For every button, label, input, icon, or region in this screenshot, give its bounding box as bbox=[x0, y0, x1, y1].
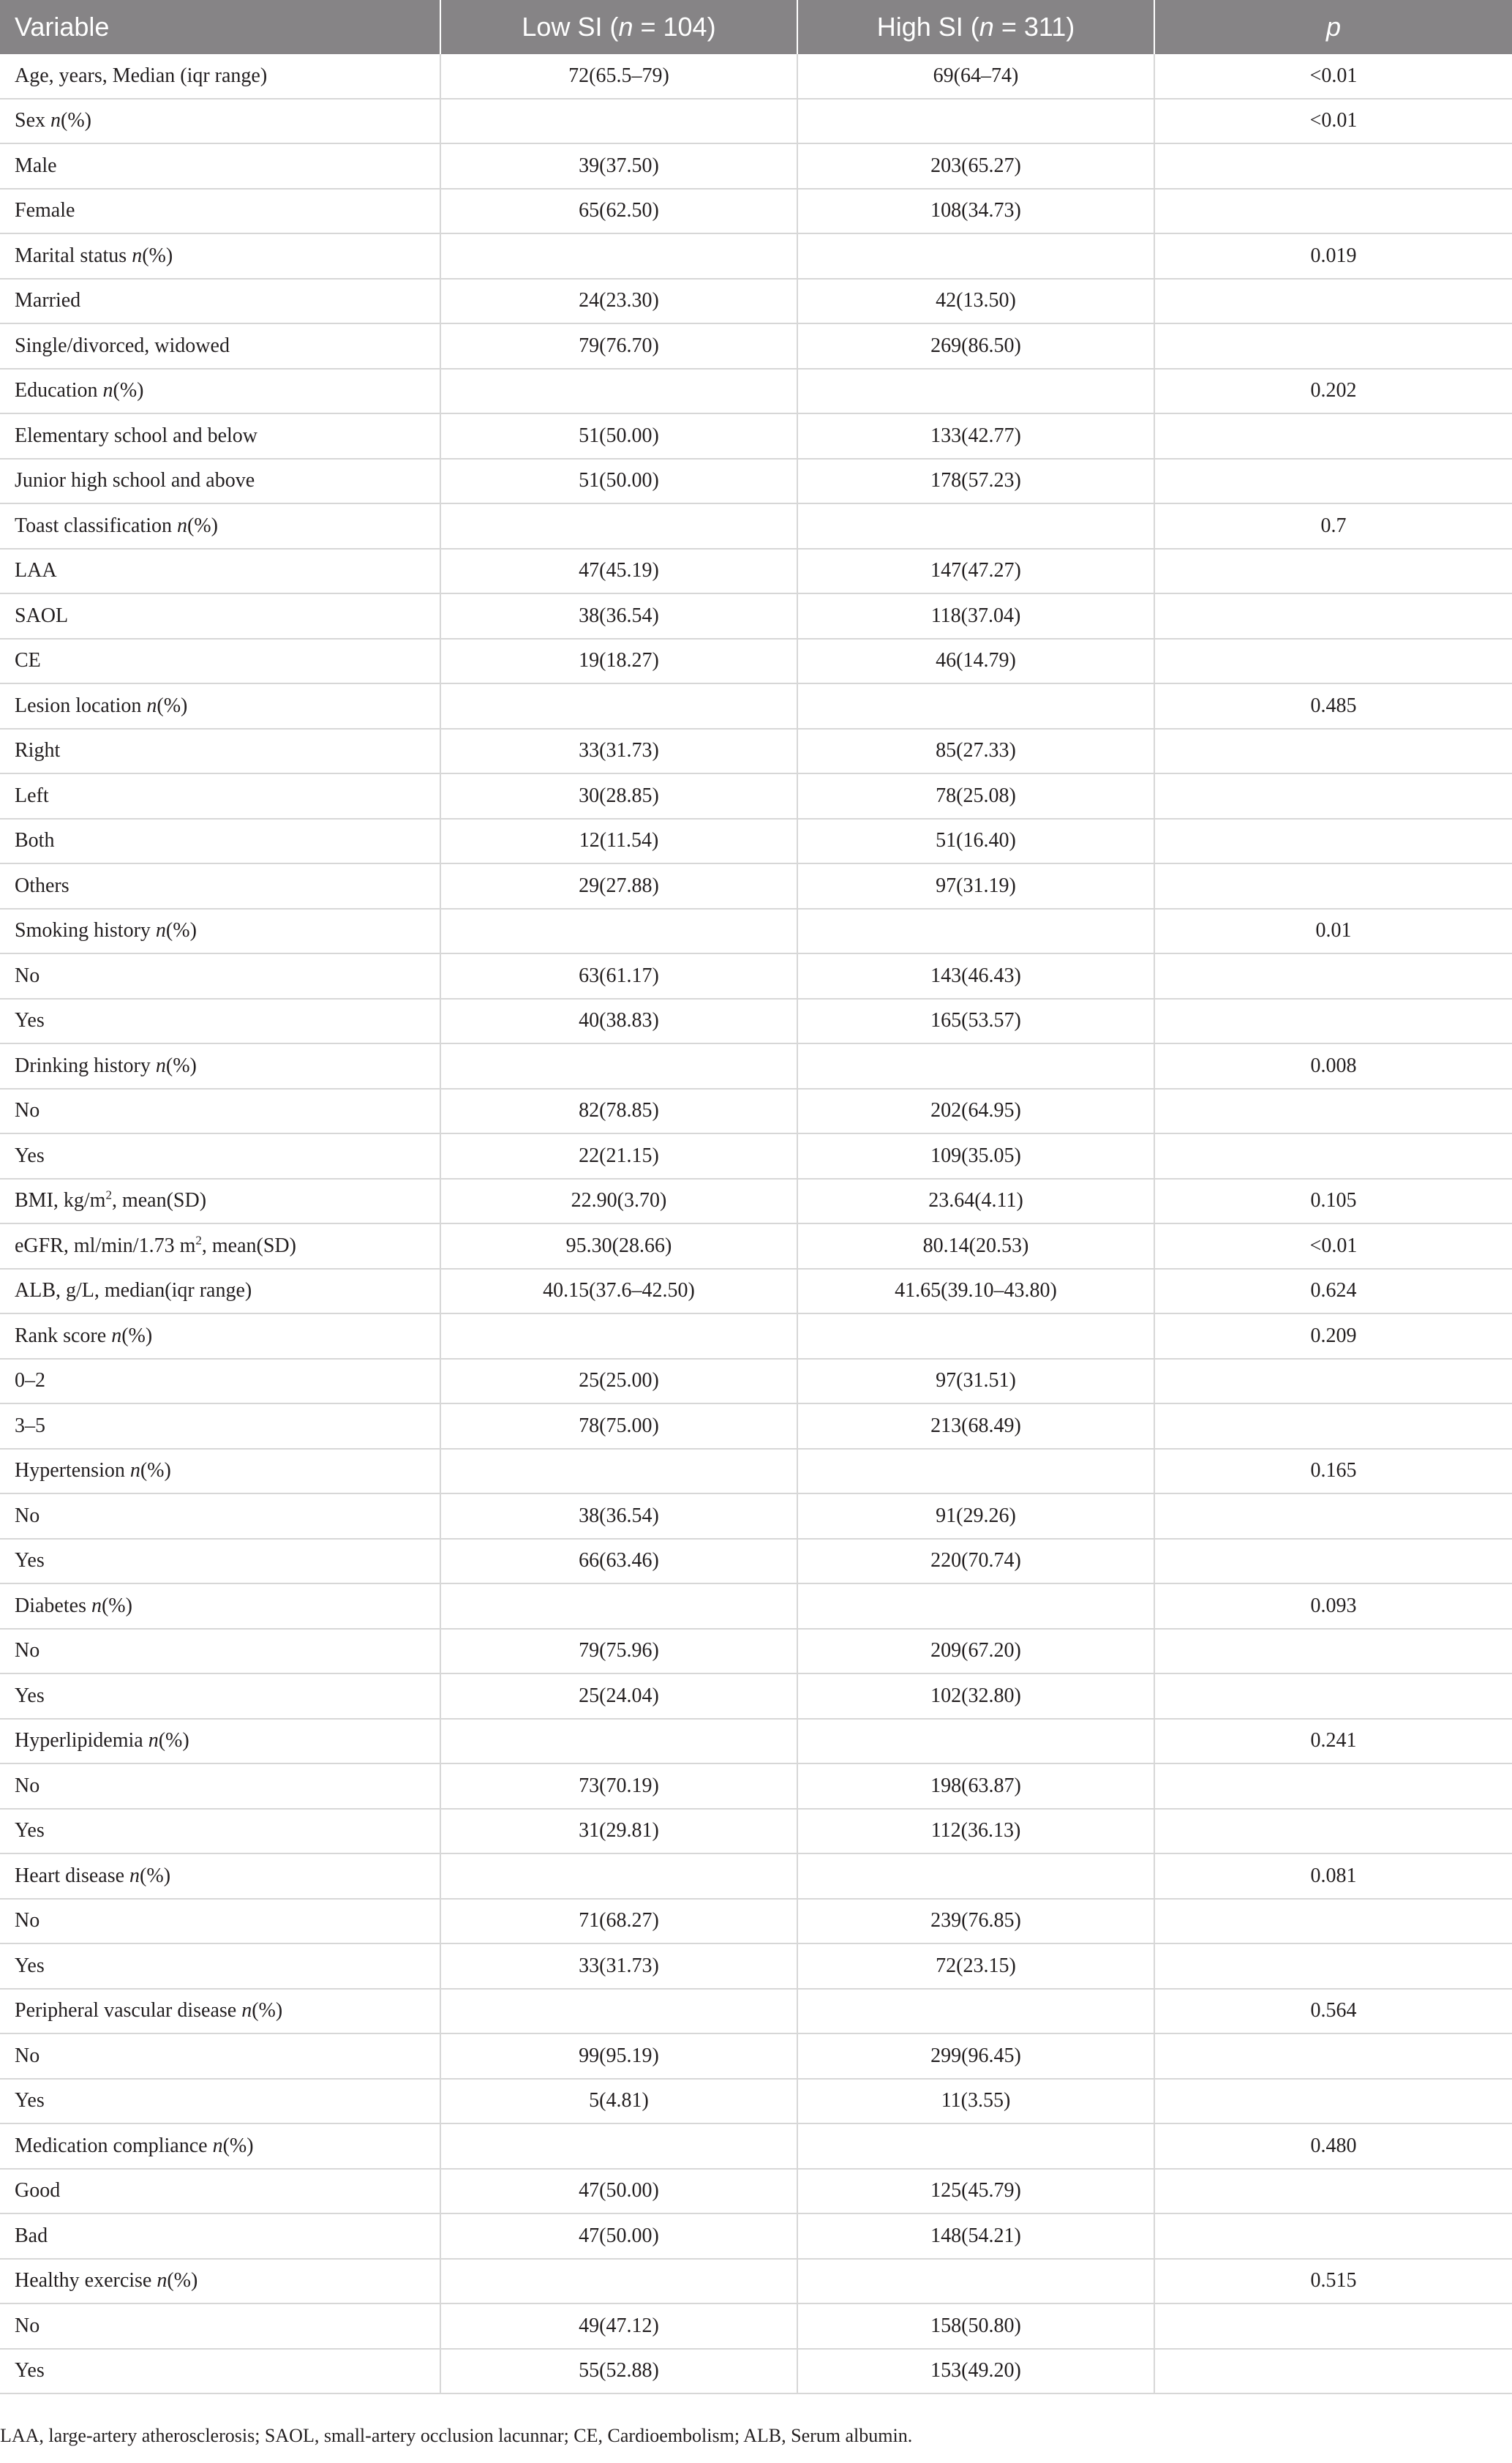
cell-low-si: 82(78.85) bbox=[440, 1089, 797, 1134]
cell-p-value bbox=[1154, 1673, 1512, 1719]
cell-p-value: 0.008 bbox=[1154, 1043, 1512, 1089]
cell-p-value: 0.241 bbox=[1154, 1719, 1512, 1764]
cell-low-si: 51(50.00) bbox=[440, 413, 797, 459]
cell-p-value bbox=[1154, 593, 1512, 639]
cell-high-si: 23.64(4.11) bbox=[797, 1179, 1154, 1224]
cell-p-value bbox=[1154, 1359, 1512, 1404]
cell-variable: Diabetes n(%) bbox=[0, 1583, 440, 1629]
cell-variable: Healthy exercise n(%) bbox=[0, 2259, 440, 2304]
cell-variable: Sex n(%) bbox=[0, 99, 440, 144]
cell-high-si: 239(76.85) bbox=[797, 1899, 1154, 1944]
table-row bbox=[0, 503, 1512, 549]
cell-low-si: 47(50.00) bbox=[440, 2169, 797, 2214]
cell-variable: Smoking history n(%) bbox=[0, 909, 440, 954]
cell-variable: No bbox=[0, 2303, 440, 2349]
cell-high-si: 269(86.50) bbox=[797, 323, 1154, 369]
cell-high-si bbox=[797, 1449, 1154, 1494]
table-row bbox=[0, 1089, 1512, 1134]
cell-variable: BMI, $kg/m^2$, mean(SD) bbox=[0, 1179, 440, 1224]
cell-variable: 0–2 bbox=[0, 1359, 440, 1404]
table-row bbox=[0, 1853, 1512, 1899]
cell-low-si bbox=[440, 909, 797, 954]
cell-variable: Bad bbox=[0, 2213, 440, 2259]
cell-high-si bbox=[797, 683, 1154, 729]
cell-high-si bbox=[797, 909, 1154, 954]
cell-p-value: 0.019 bbox=[1154, 233, 1512, 279]
cell-low-si: 73(70.19) bbox=[440, 1763, 797, 1809]
cell-high-si: 209(67.20) bbox=[797, 1629, 1154, 1674]
cell-high-si: 125(45.79) bbox=[797, 2169, 1154, 2214]
italic-n-symbol: n bbox=[91, 1594, 102, 1617]
cell-low-si bbox=[440, 1043, 797, 1089]
italic-n-symbol: n bbox=[50, 109, 61, 132]
table-row bbox=[0, 2033, 1512, 2079]
cell-low-si: 63(61.17) bbox=[440, 953, 797, 999]
cell-variable: Junior high school and above bbox=[0, 459, 440, 504]
cell-low-si bbox=[440, 1313, 797, 1359]
cell-p-value: 0.7 bbox=[1154, 503, 1512, 549]
table-row bbox=[0, 1539, 1512, 1584]
cell-p-value: 0.480 bbox=[1154, 2123, 1512, 2169]
cell-low-si bbox=[440, 1853, 797, 1899]
cell-low-si: 71(68.27) bbox=[440, 1899, 797, 1944]
cell-low-si: 29(27.88) bbox=[440, 863, 797, 909]
cell-low-si: 49(47.12) bbox=[440, 2303, 797, 2349]
cell-p-value bbox=[1154, 729, 1512, 774]
cell-variable: Others bbox=[0, 863, 440, 909]
table-row bbox=[0, 639, 1512, 684]
cell-high-si: 112(36.13) bbox=[797, 1809, 1154, 1854]
cell-variable: Education n(%) bbox=[0, 369, 440, 414]
table-row bbox=[0, 1269, 1512, 1314]
table-row bbox=[0, 2169, 1512, 2214]
table-row bbox=[0, 413, 1512, 459]
cell-variable: Elementary school and below bbox=[0, 413, 440, 459]
italic-n-symbol: n bbox=[155, 919, 166, 942]
cell-variable: Married bbox=[0, 279, 440, 324]
cell-high-si bbox=[797, 2259, 1154, 2304]
cell-variable: Yes bbox=[0, 999, 440, 1044]
cell-p-value: <0.01 bbox=[1154, 54, 1512, 99]
cell-p-value bbox=[1154, 279, 1512, 324]
italic-n-symbol: n bbox=[132, 244, 143, 267]
cell-variable: No bbox=[0, 1763, 440, 1809]
cell-high-si: 80.14(20.53) bbox=[797, 1223, 1154, 1269]
cell-variable: Yes bbox=[0, 1539, 440, 1584]
cell-p-value bbox=[1154, 953, 1512, 999]
cell-low-si bbox=[440, 2123, 797, 2169]
cell-p-value bbox=[1154, 1403, 1512, 1449]
table-row bbox=[0, 1043, 1512, 1089]
cell-variable: No bbox=[0, 1629, 440, 1674]
cell-high-si: 147(47.27) bbox=[797, 549, 1154, 594]
cell-low-si: 12(11.54) bbox=[440, 819, 797, 864]
cell-p-value: 0.624 bbox=[1154, 1269, 1512, 1314]
italic-n-symbol: n bbox=[241, 1999, 252, 2022]
table-row bbox=[0, 2349, 1512, 2394]
cell-variable: Single/divorced, widowed bbox=[0, 323, 440, 369]
cell-low-si: 79(75.96) bbox=[440, 1629, 797, 1674]
cell-variable: Peripheral vascular disease n(%) bbox=[0, 1989, 440, 2034]
cell-p-value bbox=[1154, 1539, 1512, 1584]
cell-high-si: 85(27.33) bbox=[797, 729, 1154, 774]
italic-n-symbol: n bbox=[155, 1054, 166, 1077]
cell-p-value bbox=[1154, 2349, 1512, 2394]
cell-low-si: 78(75.00) bbox=[440, 1403, 797, 1449]
cell-p-value: 0.564 bbox=[1154, 1989, 1512, 2034]
cell-p-value: 0.202 bbox=[1154, 369, 1512, 414]
italic-n-symbol: n bbox=[176, 514, 187, 537]
cell-p-value: 0.515 bbox=[1154, 2259, 1512, 2304]
cell-p-value bbox=[1154, 143, 1512, 189]
header-italic-symbol: p bbox=[1325, 12, 1342, 42]
header-low-si: Low SI (n = 104) bbox=[440, 0, 797, 54]
cell-high-si: 97(31.19) bbox=[797, 863, 1154, 909]
cell-variable: Drinking history n(%) bbox=[0, 1043, 440, 1089]
cell-low-si bbox=[440, 1449, 797, 1494]
cell-high-si: 143(46.43) bbox=[797, 953, 1154, 999]
cell-low-si bbox=[440, 1989, 797, 2034]
cell-p-value bbox=[1154, 1493, 1512, 1539]
cell-high-si: 72(23.15) bbox=[797, 1943, 1154, 1989]
table-row bbox=[0, 279, 1512, 324]
italic-n-symbol: n bbox=[111, 1324, 122, 1347]
cell-low-si: 65(62.50) bbox=[440, 189, 797, 234]
cell-variable: ALB, g/L, median(iqr range) bbox=[0, 1269, 440, 1314]
superscript: 2 bbox=[195, 1233, 202, 1248]
cell-variable: Both bbox=[0, 819, 440, 864]
cell-high-si: 108(34.73) bbox=[797, 189, 1154, 234]
cell-p-value bbox=[1154, 819, 1512, 864]
header-variable: Variable bbox=[0, 0, 440, 54]
cell-p-value bbox=[1154, 1899, 1512, 1944]
cell-low-si: 51(50.00) bbox=[440, 459, 797, 504]
cell-high-si: 46(14.79) bbox=[797, 639, 1154, 684]
cell-variable: No bbox=[0, 2033, 440, 2079]
table-row bbox=[0, 1223, 1512, 1269]
cell-variable: Left bbox=[0, 773, 440, 819]
cell-variable: 3–5 bbox=[0, 1403, 440, 1449]
cell-low-si bbox=[440, 99, 797, 144]
cell-variable: Heart disease n(%) bbox=[0, 1853, 440, 1899]
table-footnote: LAA, large-artery atherosclerosis; SAOL, small-artery occlusion lacunnar; CE, Cardioembolism; ALB, Serum albumin. bbox=[0, 2425, 913, 2446]
cell-low-si: 47(45.19) bbox=[440, 549, 797, 594]
table-row bbox=[0, 2213, 1512, 2259]
italic-n-symbol: n bbox=[129, 1459, 140, 1482]
italic-n-symbol: n bbox=[102, 379, 113, 402]
cell-p-value: <0.01 bbox=[1154, 1223, 1512, 1269]
table-row bbox=[0, 369, 1512, 414]
cell-low-si bbox=[440, 369, 797, 414]
table-row bbox=[0, 1629, 1512, 1674]
cell-high-si: 97(31.51) bbox=[797, 1359, 1154, 1404]
cell-variable: LAA bbox=[0, 549, 440, 594]
cell-low-si: 95.30(28.66) bbox=[440, 1223, 797, 1269]
table-row bbox=[0, 863, 1512, 909]
cell-p-value bbox=[1154, 2079, 1512, 2124]
cell-high-si: 220(70.74) bbox=[797, 1539, 1154, 1584]
table-row bbox=[0, 1719, 1512, 1764]
cell-p-value: 0.209 bbox=[1154, 1313, 1512, 1359]
cell-p-value bbox=[1154, 1763, 1512, 1809]
cell-low-si: 72(65.5–79) bbox=[440, 54, 797, 99]
cell-low-si: 79(76.70) bbox=[440, 323, 797, 369]
cell-variable: Yes bbox=[0, 1809, 440, 1854]
table-row bbox=[0, 683, 1512, 729]
cell-high-si bbox=[797, 1583, 1154, 1629]
cell-variable: Yes bbox=[0, 1133, 440, 1179]
cell-p-value bbox=[1154, 773, 1512, 819]
cell-high-si: 148(54.21) bbox=[797, 2213, 1154, 2259]
table-row bbox=[0, 2079, 1512, 2124]
cell-variable: Medication compliance n(%) bbox=[0, 2123, 440, 2169]
table-row bbox=[0, 323, 1512, 369]
cell-low-si: 99(95.19) bbox=[440, 2033, 797, 2079]
cell-p-value bbox=[1154, 549, 1512, 594]
cell-low-si: 40.15(37.6–42.50) bbox=[440, 1269, 797, 1314]
cell-high-si: 51(16.40) bbox=[797, 819, 1154, 864]
italic-n-symbol: n bbox=[129, 1864, 140, 1887]
cell-variable: eGFR, ml/min/1.73 $m^2$, mean(SD) bbox=[0, 1223, 440, 1269]
cell-p-value bbox=[1154, 1943, 1512, 1989]
cell-p-value bbox=[1154, 1089, 1512, 1134]
cell-low-si: 33(31.73) bbox=[440, 1943, 797, 1989]
cell-low-si bbox=[440, 1583, 797, 1629]
cell-high-si bbox=[797, 1989, 1154, 2034]
cell-high-si bbox=[797, 1043, 1154, 1089]
table-row bbox=[0, 1899, 1512, 1944]
cell-p-value bbox=[1154, 863, 1512, 909]
cell-high-si: 78(25.08) bbox=[797, 773, 1154, 819]
cell-variable: Yes bbox=[0, 1673, 440, 1719]
cell-p-value bbox=[1154, 413, 1512, 459]
cell-high-si: 203(65.27) bbox=[797, 143, 1154, 189]
header-italic-symbol: n bbox=[979, 12, 994, 42]
table-row bbox=[0, 2303, 1512, 2349]
cell-low-si bbox=[440, 503, 797, 549]
cell-low-si bbox=[440, 2259, 797, 2304]
cell-variable: Female bbox=[0, 189, 440, 234]
cell-p-value bbox=[1154, 2213, 1512, 2259]
cell-low-si: 22.90(3.70) bbox=[440, 1179, 797, 1224]
cell-low-si: 47(50.00) bbox=[440, 2213, 797, 2259]
cell-variable: No bbox=[0, 1899, 440, 1944]
cell-low-si: 25(24.04) bbox=[440, 1673, 797, 1719]
table-row bbox=[0, 819, 1512, 864]
cell-p-value bbox=[1154, 639, 1512, 684]
cell-variable: Yes bbox=[0, 1943, 440, 1989]
table-row bbox=[0, 909, 1512, 954]
cell-high-si: 42(13.50) bbox=[797, 279, 1154, 324]
cell-low-si bbox=[440, 1719, 797, 1764]
table-row bbox=[0, 1989, 1512, 2034]
cell-high-si: 11(3.55) bbox=[797, 2079, 1154, 2124]
table-row bbox=[0, 1449, 1512, 1494]
table-body bbox=[0, 54, 1512, 2393]
italic-n-symbol: n bbox=[212, 2134, 223, 2157]
cell-variable: Male bbox=[0, 143, 440, 189]
cell-low-si: 24(23.30) bbox=[440, 279, 797, 324]
table-row bbox=[0, 1179, 1512, 1224]
cell-high-si bbox=[797, 503, 1154, 549]
table-row bbox=[0, 143, 1512, 189]
cell-low-si bbox=[440, 683, 797, 729]
header-high-si: High SI (n = 311) bbox=[797, 0, 1154, 54]
cell-high-si: 102(32.80) bbox=[797, 1673, 1154, 1719]
cell-variable: Marital status n(%) bbox=[0, 233, 440, 279]
cell-p-value bbox=[1154, 459, 1512, 504]
table-row bbox=[0, 729, 1512, 774]
table-row bbox=[0, 1763, 1512, 1809]
cell-low-si: 30(28.85) bbox=[440, 773, 797, 819]
cell-high-si: 202(64.95) bbox=[797, 1089, 1154, 1134]
cell-p-value bbox=[1154, 2303, 1512, 2349]
cell-variable: Rank score n(%) bbox=[0, 1313, 440, 1359]
cell-low-si: 55(52.88) bbox=[440, 2349, 797, 2394]
cell-high-si: 299(96.45) bbox=[797, 2033, 1154, 2079]
cell-high-si: 213(68.49) bbox=[797, 1403, 1154, 1449]
cell-low-si: 25(25.00) bbox=[440, 1359, 797, 1404]
table-header-row bbox=[0, 0, 1512, 54]
cell-variable: Hyperlipidemia n(%) bbox=[0, 1719, 440, 1764]
cell-high-si: 109(35.05) bbox=[797, 1133, 1154, 1179]
cell-high-si: 69(64–74) bbox=[797, 54, 1154, 99]
header-p-value bbox=[1154, 0, 1512, 54]
cell-low-si: 39(37.50) bbox=[440, 143, 797, 189]
table-row bbox=[0, 593, 1512, 639]
cell-p-value bbox=[1154, 1133, 1512, 1179]
cell-high-si: 133(42.77) bbox=[797, 413, 1154, 459]
table-row bbox=[0, 2123, 1512, 2169]
cell-high-si bbox=[797, 369, 1154, 414]
cell-high-si bbox=[797, 1313, 1154, 1359]
cell-variable: Yes bbox=[0, 2079, 440, 2124]
cell-p-value bbox=[1154, 323, 1512, 369]
table-row bbox=[0, 1809, 1512, 1854]
table-row bbox=[0, 1673, 1512, 1719]
cell-p-value: <0.01 bbox=[1154, 99, 1512, 144]
cell-low-si: 33(31.73) bbox=[440, 729, 797, 774]
cell-p-value: 0.105 bbox=[1154, 1179, 1512, 1224]
table-row bbox=[0, 1313, 1512, 1359]
cell-variable: Yes bbox=[0, 2349, 440, 2394]
cell-variable: No bbox=[0, 1493, 440, 1539]
table-row bbox=[0, 999, 1512, 1044]
cell-high-si bbox=[797, 233, 1154, 279]
cell-p-value: 0.01 bbox=[1154, 909, 1512, 954]
cell-high-si bbox=[797, 99, 1154, 144]
cell-low-si: 38(36.54) bbox=[440, 593, 797, 639]
cell-p-value bbox=[1154, 999, 1512, 1044]
table-row bbox=[0, 1493, 1512, 1539]
cell-variable: SAOL bbox=[0, 593, 440, 639]
cell-low-si: 19(18.27) bbox=[440, 639, 797, 684]
table-row bbox=[0, 773, 1512, 819]
cell-low-si: 5(4.81) bbox=[440, 2079, 797, 2124]
table-row bbox=[0, 953, 1512, 999]
cell-high-si bbox=[797, 1719, 1154, 1764]
cell-high-si bbox=[797, 2123, 1154, 2169]
cell-high-si: 153(49.20) bbox=[797, 2349, 1154, 2394]
cell-low-si: 40(38.83) bbox=[440, 999, 797, 1044]
cell-high-si: 41.65(39.10–43.80) bbox=[797, 1269, 1154, 1314]
cell-p-value bbox=[1154, 189, 1512, 234]
table-row bbox=[0, 549, 1512, 594]
table-row bbox=[0, 2259, 1512, 2304]
cell-variable: Hypertension n(%) bbox=[0, 1449, 440, 1494]
cell-p-value bbox=[1154, 1629, 1512, 1674]
table-row bbox=[0, 1943, 1512, 1989]
cell-p-value: 0.485 bbox=[1154, 683, 1512, 729]
italic-n-symbol: n bbox=[146, 694, 157, 717]
cell-high-si: 91(29.26) bbox=[797, 1493, 1154, 1539]
cell-p-value bbox=[1154, 2169, 1512, 2214]
header-italic-symbol: n bbox=[618, 12, 633, 42]
cell-high-si: 198(63.87) bbox=[797, 1763, 1154, 1809]
cell-p-value: 0.165 bbox=[1154, 1449, 1512, 1494]
cell-variable: Right bbox=[0, 729, 440, 774]
cell-low-si: 22(21.15) bbox=[440, 1133, 797, 1179]
cell-low-si: 66(63.46) bbox=[440, 1539, 797, 1584]
cell-variable: Toast classification n(%) bbox=[0, 503, 440, 549]
cell-high-si: 158(50.80) bbox=[797, 2303, 1154, 2349]
cell-variable: No bbox=[0, 1089, 440, 1134]
table-row bbox=[0, 1583, 1512, 1629]
table-row bbox=[0, 1359, 1512, 1404]
cell-p-value bbox=[1154, 1809, 1512, 1854]
table-row bbox=[0, 459, 1512, 504]
cell-variable: CE bbox=[0, 639, 440, 684]
cell-high-si: 178(57.23) bbox=[797, 459, 1154, 504]
table-row bbox=[0, 99, 1512, 144]
cell-high-si bbox=[797, 1853, 1154, 1899]
cell-low-si: 31(29.81) bbox=[440, 1809, 797, 1854]
italic-n-symbol: n bbox=[157, 2269, 168, 2293]
cell-low-si: 38(36.54) bbox=[440, 1493, 797, 1539]
cell-variable: Good bbox=[0, 2169, 440, 2214]
cell-p-value: 0.093 bbox=[1154, 1583, 1512, 1629]
table-row bbox=[0, 54, 1512, 99]
cell-high-si: 118(37.04) bbox=[797, 593, 1154, 639]
table-row bbox=[0, 233, 1512, 279]
table-row bbox=[0, 1403, 1512, 1449]
italic-n-symbol: n bbox=[148, 1729, 159, 1752]
superscript: 2 bbox=[105, 1188, 112, 1202]
cell-variable: Lesion location n(%) bbox=[0, 683, 440, 729]
cell-p-value: 0.081 bbox=[1154, 1853, 1512, 1899]
table-row bbox=[0, 189, 1512, 234]
cell-p-value bbox=[1154, 2033, 1512, 2079]
cell-variable: Age, years, Median (iqr range) bbox=[0, 54, 440, 99]
cell-low-si bbox=[440, 233, 797, 279]
cell-high-si: 165(53.57) bbox=[797, 999, 1154, 1044]
table-row bbox=[0, 1133, 1512, 1179]
cell-variable: No bbox=[0, 953, 440, 999]
